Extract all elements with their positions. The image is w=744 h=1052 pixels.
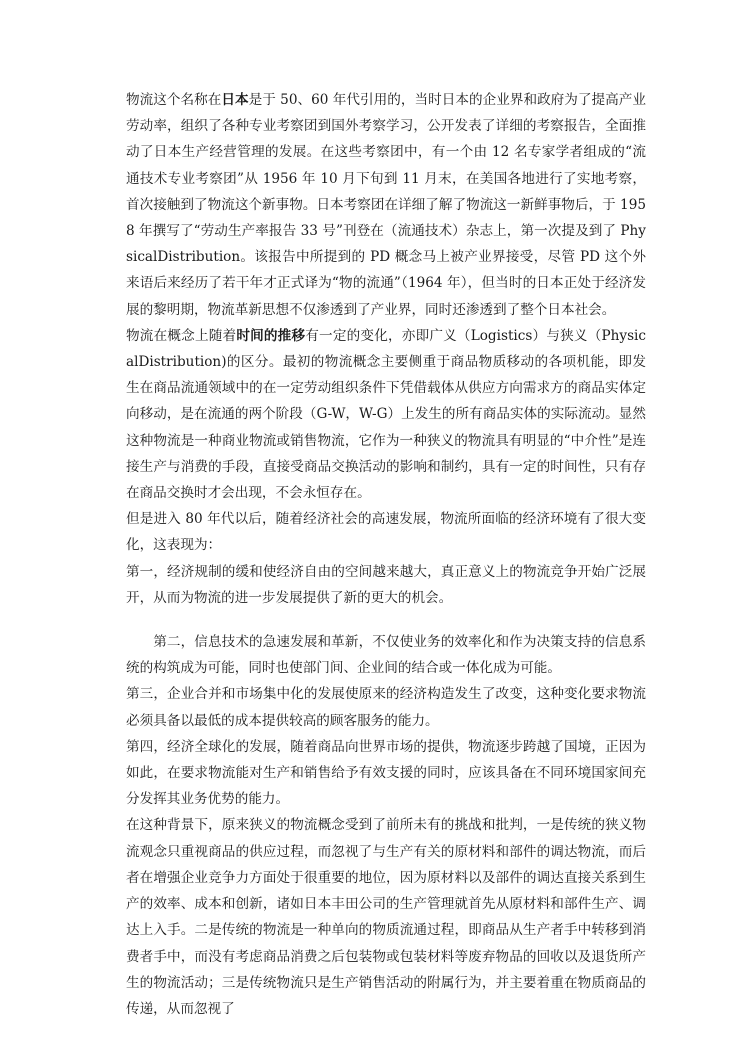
paragraph-8: 在这种背景下，原来狭义的物流概念受到了前所未有的挑战和批判，一是传统的狭义物流观念只重视商品的供应过程，而忽视了与生产有关的原材料和部件的调达物流，而后者在增强企业竞争力方面处于很重要的地位，因为原材料以及部件的调达直接关系到生产的效率、成本和创新，诸如日本丰田公司的生产管理就首先从原材料和部件生产、调达上入手。二是传统的物流是一种单向的物质流通过程，即商品从生产者手中转移到消费者手中，而没有考虑商品消费之后包装物或包装材料等废弃物品的回收以及退货所产生的物流活动；三是传统物流只是生产销售活动的附属行为，并主要着重在物质商品的传递，从而忽视了 xyxy=(126,817,646,1017)
paragraph-3: 但是进入 80 年代以后，随着经济社会的高速发展，物流所面临的经济环境有了很大变化，这表现为： xyxy=(126,511,646,554)
paragraph-4-first: 第一，经济规制的缓和使经济自由的空间越来越大，真正意义上的物流竞争开始广泛展开，从而为物流的进一步发展提供了新的更大的机会。 xyxy=(126,563,646,606)
paragraph-6-third: 第三，企业合并和市场集中化的发展使原来的经济构造发生了改变，这种变化要求物流必须具备以最低的成本提供较高的顾客服务的能力。 xyxy=(126,686,646,729)
bold-term-time: 时间的推移 xyxy=(236,327,306,344)
document-body xyxy=(126,87,646,1022)
paragraph-1: 物流这个名称在日本是于 50、60 年代引用的，当时日本的企业界和政府为了提高产业劳动率，组织了各种专业考察团到国外考察学习，公开发表了详细的考察报告，全面推动了日本生产经营管理的发展。在这些考察团中，有一个由 12 名专家学者组成的“流通技术专业考察团”从 1956 年 10 月下旬到 11 月末，在美国各地进行了实地考察，首次接触到了物流这个新事物。日本考察团在详细了解了物流这一新鲜事物后，于 1958 年撰写了“劳动生产率报告 33 号”刊登在（流通技术）杂志上，第一次提及到了 PhysicalDistribution。该报告中所提到的 PD 概念马上被产业界接受，尽管 PD 这个外来语后来经历了若干年才正式译为“物的流通”（1964 年），但当时的日本正处于经济发展的黎明期，物流革新思想不仅渗透到了产业界，同时还渗透到了整个日本社会。 xyxy=(126,92,646,318)
paragraph-5-second: 第二，信息技术的急速发展和革新，不仅使业务的效率化和作为决策支持的信息系统的构筑成为可能，同时也使部门间、企业间的结合或一体化成为可能。 xyxy=(126,634,646,677)
paragraph-7-fourth: 第四，经济全球化的发展，随着商品向世界市场的提供，物流逐步跨越了国境，正因为如此，在要求物流能对生产和销售给予有效支援的同时，应该具备在不同环境国家间充分发挥其业务优势的能力。 xyxy=(126,738,646,808)
paragraph-2: 物流在概念上随着时间的推移有一定的变化，亦即广义（Logistics）与狭义（PhysicalDistribution)的区分。最初的物流概念主要侧重于商品物质移动的各项机能，即发生在商品流通领域中的在一定劳动组织条件下凭借载体从供应方向需求方的商品实体定向移动，是在流通的两个阶段（G-W，W-G）上发生的所有商品实体的实际流动。显然这种物流是一种商业物流或销售物流，它作为一种狭义的物流具有明显的“中介性”是连接生产与消费的手段，直接受商品交换活动的影响和制约，具有一定的时间性，只有存在商品交换时才会出现，不会永恒存在。 xyxy=(126,327,647,502)
bold-term-japan: 日本 xyxy=(221,92,249,108)
